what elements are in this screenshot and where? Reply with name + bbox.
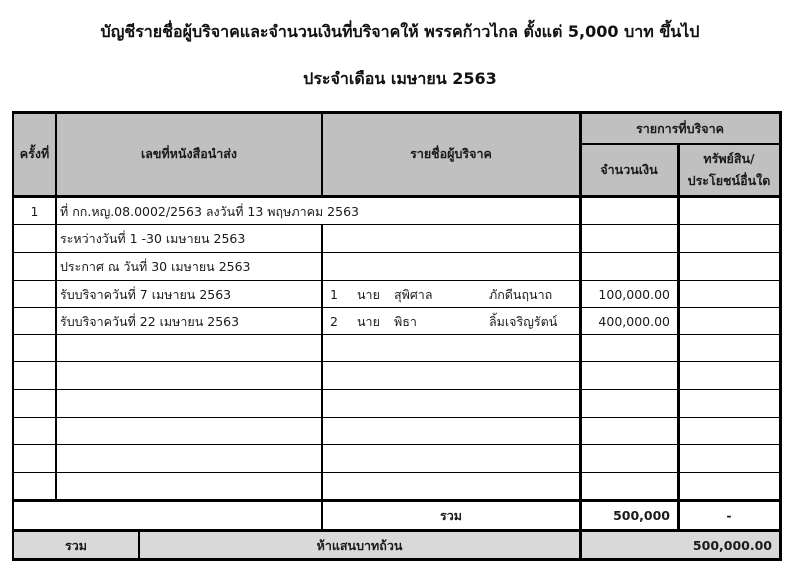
- row-3-letter: ประกาศ ณ วันที่ 30 เมษายน 2563: [60, 259, 251, 274]
- row-4-donor-last-name: ภักดีนฤนาถ: [489, 286, 553, 302]
- row-line: [12, 389, 782, 390]
- col-line-2: [321, 224, 323, 532]
- row-4-donor-first-name: สุพิศาล: [394, 286, 433, 302]
- footer-col-line: [138, 530, 140, 560]
- footer-label: รวม: [13, 532, 139, 559]
- header-donor: รายชื่อผู้บริจาค: [322, 113, 580, 195]
- header-sub-line: [580, 143, 780, 145]
- row-1-letter: ที่ กก.หญ.08.0002/2563 ลงวันที่ 13 พฤษภาคม 2563: [60, 203, 359, 219]
- row-line: [12, 417, 782, 418]
- subtotal-top-line: [12, 499, 782, 502]
- footer-top-line: [12, 529, 782, 532]
- header-assets-line2: ประโยชน์อื่นใด: [687, 172, 771, 188]
- row-5-letter: รับบริจาควันที่ 22 เมษายน 2563: [60, 313, 240, 329]
- document-title: บัญชีรายชื่อผู้บริจาคและจำนวนเงินที่บริจาคให้ พรรคก้าวไกล ตั้งแต่ 5,000 บาท ขึ้นไป: [100, 22, 700, 41]
- row-1-amount: [580, 198, 678, 225]
- col-line-4: [677, 143, 680, 532]
- col-line-1: [55, 111, 57, 501]
- row-5-amount: 400,000.00: [598, 314, 670, 329]
- header-assets-line1: ทรัพย์สิน/: [703, 150, 755, 166]
- footer-amount-text: ห้าแสนบาทถ้วน: [139, 532, 580, 559]
- row-line: [12, 444, 782, 445]
- row-4-amount: 100,000.00: [598, 287, 670, 302]
- border-bottom: [12, 558, 782, 561]
- subtotal-amount: 500,000: [613, 508, 670, 523]
- row-5-donor-prefix: นาย: [357, 313, 380, 329]
- row-line: [12, 472, 782, 473]
- border-top: [12, 111, 782, 114]
- header-donation-group: รายการที่บริจาค: [580, 113, 780, 144]
- row-4-letter: รับบริจาควันที่ 7 เมษายน 2563: [60, 286, 232, 302]
- row-5-donor-no: 2: [330, 314, 338, 329]
- header-assets: [678, 144, 780, 195]
- subtotal-assets: -: [726, 508, 732, 523]
- row-5-donor-first-name: พิธา: [394, 313, 417, 329]
- header-letter: เลขที่หนังสือนำส่ง: [56, 113, 322, 195]
- header-no: ครั้งที่: [13, 113, 56, 195]
- header-bottom-line: [12, 195, 782, 198]
- row-line: [12, 334, 782, 335]
- footer-amount: 500,000.00: [580, 532, 780, 559]
- row-line: [12, 307, 782, 308]
- row-1-no: 1: [30, 204, 39, 219]
- row-line: [12, 280, 782, 281]
- border-right: [779, 111, 782, 561]
- row-4-donor-prefix: นาย: [357, 286, 380, 302]
- row-4-donor-no: 1: [330, 287, 338, 302]
- header-amount: จำนวนเงิน: [580, 144, 678, 195]
- document-subtitle: ประจำเดือน เมษายน 2563: [303, 69, 497, 88]
- row-line: [12, 224, 782, 225]
- col-line-3: [579, 111, 582, 561]
- row-line: [12, 252, 782, 253]
- subtotal-label: รวม: [440, 507, 462, 523]
- col-line-2-header: [321, 111, 323, 198]
- row-line: [12, 361, 782, 362]
- row-2-letter: ระหว่างวันที่ 1 -30 เมษายน 2563: [60, 231, 246, 246]
- row-5-donor-last-name: ลิ้มเจริญรัตน์: [489, 313, 558, 329]
- border-left: [12, 111, 14, 561]
